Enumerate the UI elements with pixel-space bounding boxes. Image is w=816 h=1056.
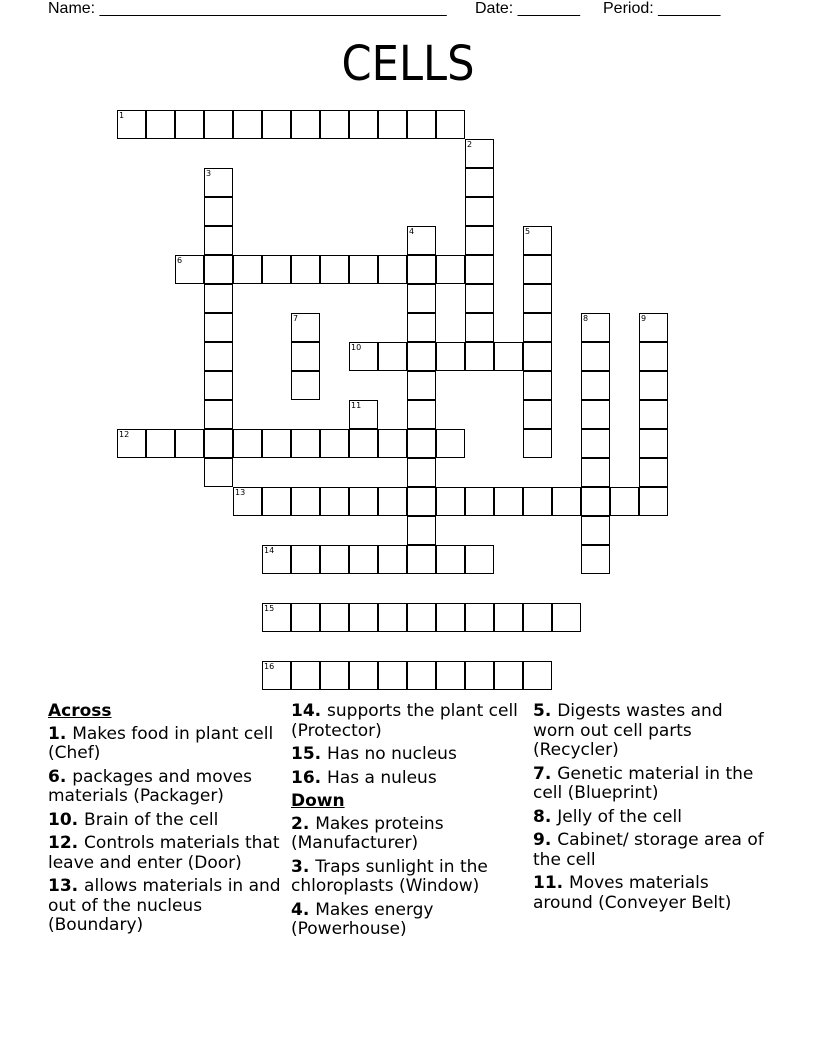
clue-number: 9.	[533, 830, 558, 850]
grid-cell[interactable]	[465, 139, 494, 168]
grid-cell[interactable]	[465, 545, 494, 574]
clue-column-3	[533, 702, 769, 917]
clue-text: Makes food in plant cell (Chef)	[48, 723, 274, 763]
grid-cell[interactable]	[233, 255, 262, 284]
grid-cell[interactable]	[233, 110, 262, 139]
grid-cell[interactable]	[233, 487, 262, 516]
grid-cell[interactable]	[320, 429, 349, 458]
clue-number-label: 16	[264, 662, 275, 671]
grid-cell[interactable]	[204, 110, 233, 139]
clue-number: 4.	[291, 899, 316, 920]
clue-item	[291, 745, 527, 765]
grid-cell[interactable]	[117, 429, 146, 458]
grid-cell[interactable]	[581, 429, 610, 458]
grid-cell[interactable]	[262, 110, 291, 139]
clue-item	[291, 858, 527, 897]
clue-number-label: 11	[351, 401, 362, 410]
grid-cell[interactable]	[436, 487, 465, 516]
grid-cell[interactable]	[494, 661, 523, 690]
grid-cell[interactable]	[407, 226, 436, 255]
grid-cell[interactable]	[581, 313, 610, 342]
clue-number-label: 5	[525, 227, 531, 236]
clue-number: 14.	[291, 701, 328, 721]
clue-number: 11.	[533, 873, 570, 893]
grid-cell[interactable]	[349, 487, 378, 516]
clue-text: Has no nucleus	[327, 744, 457, 764]
clue-item	[48, 811, 284, 831]
grid-cell[interactable]	[465, 661, 494, 690]
grid-cell[interactable]	[465, 487, 494, 516]
grid-cell[interactable]	[407, 313, 436, 342]
clue-column-2	[291, 702, 527, 944]
grid-cell[interactable]	[523, 226, 552, 255]
clue-number: 2.	[291, 813, 316, 834]
clue-section-heading: Across	[48, 701, 112, 721]
grid-cell[interactable]	[407, 661, 436, 690]
grid-cell[interactable]	[320, 545, 349, 574]
clue-text: packages and moves materials (Packager)	[48, 766, 252, 806]
clue-item	[48, 877, 284, 936]
grid-cell[interactable]	[523, 400, 552, 429]
grid-cell[interactable]	[204, 226, 233, 255]
grid-cell[interactable]	[465, 226, 494, 255]
grid-cell[interactable]	[233, 429, 262, 458]
grid-cell[interactable]	[523, 371, 552, 400]
clue-item	[533, 765, 769, 804]
page-title: CELLS	[341, 36, 475, 92]
grid-cell[interactable]	[523, 661, 552, 690]
grid-cell[interactable]	[436, 255, 465, 284]
grid-cell[interactable]	[639, 400, 668, 429]
grid-cell[interactable]	[349, 110, 378, 139]
date-field[interactable]: Date: _______	[475, 0, 580, 17]
grid-cell[interactable]	[291, 313, 320, 342]
grid-cell[interactable]	[407, 516, 436, 545]
grid-cell[interactable]	[407, 255, 436, 284]
grid-cell[interactable]	[320, 661, 349, 690]
grid-cell[interactable]	[291, 371, 320, 400]
grid-cell[interactable]	[581, 400, 610, 429]
grid-cell[interactable]	[407, 400, 436, 429]
grid-cell[interactable]	[436, 661, 465, 690]
grid-cell[interactable]	[581, 371, 610, 400]
grid-cell[interactable]	[465, 255, 494, 284]
grid-cell[interactable]	[204, 168, 233, 197]
grid-cell[interactable]	[204, 342, 233, 371]
grid-cell[interactable]	[523, 313, 552, 342]
grid-cell[interactable]	[204, 458, 233, 487]
clue-text: Makes energy (Powerhouse)	[291, 899, 434, 939]
clue-number-label: 12	[119, 430, 130, 439]
clue-item	[291, 815, 527, 854]
clue-item	[291, 702, 527, 741]
grid-cell[interactable]	[639, 371, 668, 400]
grid-cell[interactable]	[349, 255, 378, 284]
clue-section-heading: Down	[291, 791, 345, 811]
clue-text: Brain of the cell	[84, 809, 219, 830]
clue-number-label: 15	[264, 604, 275, 613]
grid-cell[interactable]	[436, 429, 465, 458]
clue-text: Has a nuleus	[327, 767, 437, 788]
grid-cell[interactable]	[581, 487, 610, 516]
grid-cell[interactable]	[639, 429, 668, 458]
grid-cell[interactable]	[378, 110, 407, 139]
grid-cell[interactable]	[117, 110, 146, 139]
grid-cell[interactable]	[378, 661, 407, 690]
period-field[interactable]: Period: _______	[603, 0, 721, 17]
clue-item	[533, 831, 769, 870]
grid-cell[interactable]	[639, 313, 668, 342]
grid-cell[interactable]	[291, 545, 320, 574]
grid-cell[interactable]	[552, 603, 581, 632]
grid-cell[interactable]	[465, 197, 494, 226]
grid-cell[interactable]	[204, 284, 233, 313]
clue-number: 6.	[48, 766, 73, 787]
clue-number-label: 7	[293, 314, 299, 323]
grid-cell[interactable]	[494, 603, 523, 632]
grid-cell[interactable]	[204, 197, 233, 226]
clue-text: Digests wastes and worn out cell parts (Recycler)	[533, 701, 723, 760]
grid-cell[interactable]	[523, 603, 552, 632]
clue-number: 10.	[48, 809, 85, 830]
clue-item	[48, 768, 284, 807]
grid-cell[interactable]	[465, 342, 494, 371]
grid-cell[interactable]	[523, 255, 552, 284]
clue-number: 5.	[533, 701, 558, 721]
grid-cell[interactable]	[407, 284, 436, 313]
grid-cell[interactable]	[378, 342, 407, 371]
grid-cell[interactable]	[291, 661, 320, 690]
clue-number: 12.	[48, 833, 85, 853]
clue-number-label: 14	[264, 546, 275, 555]
grid-cell[interactable]	[581, 458, 610, 487]
grid-cell[interactable]	[581, 516, 610, 545]
clue-number-label: 6	[177, 256, 183, 265]
grid-cell[interactable]	[262, 255, 291, 284]
grid-cell[interactable]	[204, 429, 233, 458]
clue-text: supports the plant cell (Protector)	[291, 701, 518, 741]
grid-cell[interactable]	[291, 342, 320, 371]
grid-cell[interactable]	[407, 603, 436, 632]
clue-number: 1.	[48, 723, 73, 744]
grid-cell[interactable]	[320, 487, 349, 516]
grid-cell[interactable]	[610, 487, 639, 516]
grid-cell[interactable]	[320, 255, 349, 284]
clue-number-label: 2	[467, 140, 473, 149]
clue-text: Genetic material in the cell (Blueprint)	[533, 763, 754, 803]
clue-number-label: 8	[583, 314, 589, 323]
grid-cell[interactable]	[204, 255, 233, 284]
grid-cell[interactable]	[349, 661, 378, 690]
grid-cell[interactable]	[146, 429, 175, 458]
grid-cell[interactable]	[407, 458, 436, 487]
grid-cell[interactable]	[378, 429, 407, 458]
clue-number: 8.	[533, 806, 558, 827]
clue-text: Traps sunlight in the chloroplasts (Window)	[291, 856, 488, 896]
grid-cell[interactable]	[204, 371, 233, 400]
grid-cell[interactable]	[349, 342, 378, 371]
clue-item	[533, 874, 769, 913]
clue-number: 13.	[48, 876, 85, 896]
grid-cell[interactable]	[465, 284, 494, 313]
grid-cell[interactable]	[378, 545, 407, 574]
grid-cell[interactable]	[494, 487, 523, 516]
clue-item	[48, 725, 284, 764]
grid-cell[interactable]	[407, 487, 436, 516]
grid-cell[interactable]	[523, 429, 552, 458]
grid-cell[interactable]	[378, 487, 407, 516]
grid-cell[interactable]	[349, 400, 378, 429]
grid-cell[interactable]	[378, 603, 407, 632]
grid-cell[interactable]	[639, 487, 668, 516]
grid-cell[interactable]	[436, 603, 465, 632]
clue-item	[533, 702, 769, 761]
clue-text: allows materials in and out of the nucleus (Boundary)	[48, 876, 281, 935]
grid-cell[interactable]	[494, 342, 523, 371]
clue-number-label: 9	[641, 314, 647, 323]
clue-number: 7.	[533, 763, 558, 784]
grid-cell[interactable]	[407, 371, 436, 400]
clue-number: 15.	[291, 744, 328, 764]
clue-number: 3.	[291, 856, 316, 877]
grid-cell[interactable]	[523, 487, 552, 516]
grid-cell[interactable]	[639, 458, 668, 487]
grid-cell[interactable]	[320, 110, 349, 139]
clue-text: Jelly of the cell	[557, 806, 682, 827]
grid-cell[interactable]	[407, 429, 436, 458]
grid-cell[interactable]	[175, 429, 204, 458]
grid-cell[interactable]	[407, 110, 436, 139]
grid-cell[interactable]	[291, 110, 320, 139]
clue-text: Cabinet/ storage area of the cell	[533, 830, 764, 870]
grid-cell[interactable]	[436, 342, 465, 371]
grid-cell[interactable]	[291, 487, 320, 516]
grid-cell[interactable]	[349, 545, 378, 574]
grid-cell[interactable]	[204, 400, 233, 429]
clue-column-1	[48, 702, 284, 940]
grid-cell[interactable]	[291, 255, 320, 284]
grid-cell[interactable]	[378, 255, 407, 284]
grid-cell[interactable]	[146, 110, 175, 139]
clue-number-label: 4	[409, 227, 415, 236]
clue-item	[291, 769, 527, 789]
grid-cell[interactable]	[262, 661, 291, 690]
grid-cell[interactable]	[581, 545, 610, 574]
grid-cell[interactable]	[349, 603, 378, 632]
clue-text: Controls materials that leave and enter (Door)	[48, 833, 280, 873]
clue-number-label: 1	[119, 111, 125, 120]
clue-number-label: 10	[351, 343, 362, 352]
clue-item	[533, 808, 769, 828]
grid-cell[interactable]	[262, 603, 291, 632]
grid-cell[interactable]	[175, 255, 204, 284]
grid-cell[interactable]	[581, 342, 610, 371]
grid-cell[interactable]	[523, 342, 552, 371]
grid-cell[interactable]	[552, 487, 581, 516]
grid-cell[interactable]	[407, 545, 436, 574]
grid-cell[interactable]	[291, 429, 320, 458]
grid-cell[interactable]	[262, 429, 291, 458]
clue-text: Makes proteins (Manufacturer)	[291, 813, 444, 853]
grid-cell[interactable]	[320, 603, 349, 632]
grid-cell[interactable]	[465, 313, 494, 342]
grid-cell[interactable]	[465, 168, 494, 197]
grid-cell[interactable]	[465, 603, 494, 632]
grid-cell[interactable]	[436, 545, 465, 574]
grid-cell[interactable]	[262, 487, 291, 516]
grid-cell[interactable]	[204, 313, 233, 342]
grid-cell[interactable]	[262, 545, 291, 574]
clue-number-label: 3	[206, 169, 212, 178]
grid-cell[interactable]	[639, 342, 668, 371]
clue-item	[291, 901, 527, 940]
clue-number: 16.	[291, 767, 328, 788]
grid-cell[interactable]	[523, 284, 552, 313]
clue-number-label: 13	[235, 488, 246, 497]
grid-cell[interactable]	[436, 110, 465, 139]
name-field[interactable]: Name: _______________________________________	[48, 0, 447, 17]
clue-item	[48, 834, 284, 873]
clue-text: Moves materials around (Conveyer Belt)	[533, 873, 732, 913]
grid-cell[interactable]	[407, 342, 436, 371]
grid-cell[interactable]	[175, 110, 204, 139]
grid-cell[interactable]	[291, 603, 320, 632]
grid-cell[interactable]	[349, 429, 378, 458]
